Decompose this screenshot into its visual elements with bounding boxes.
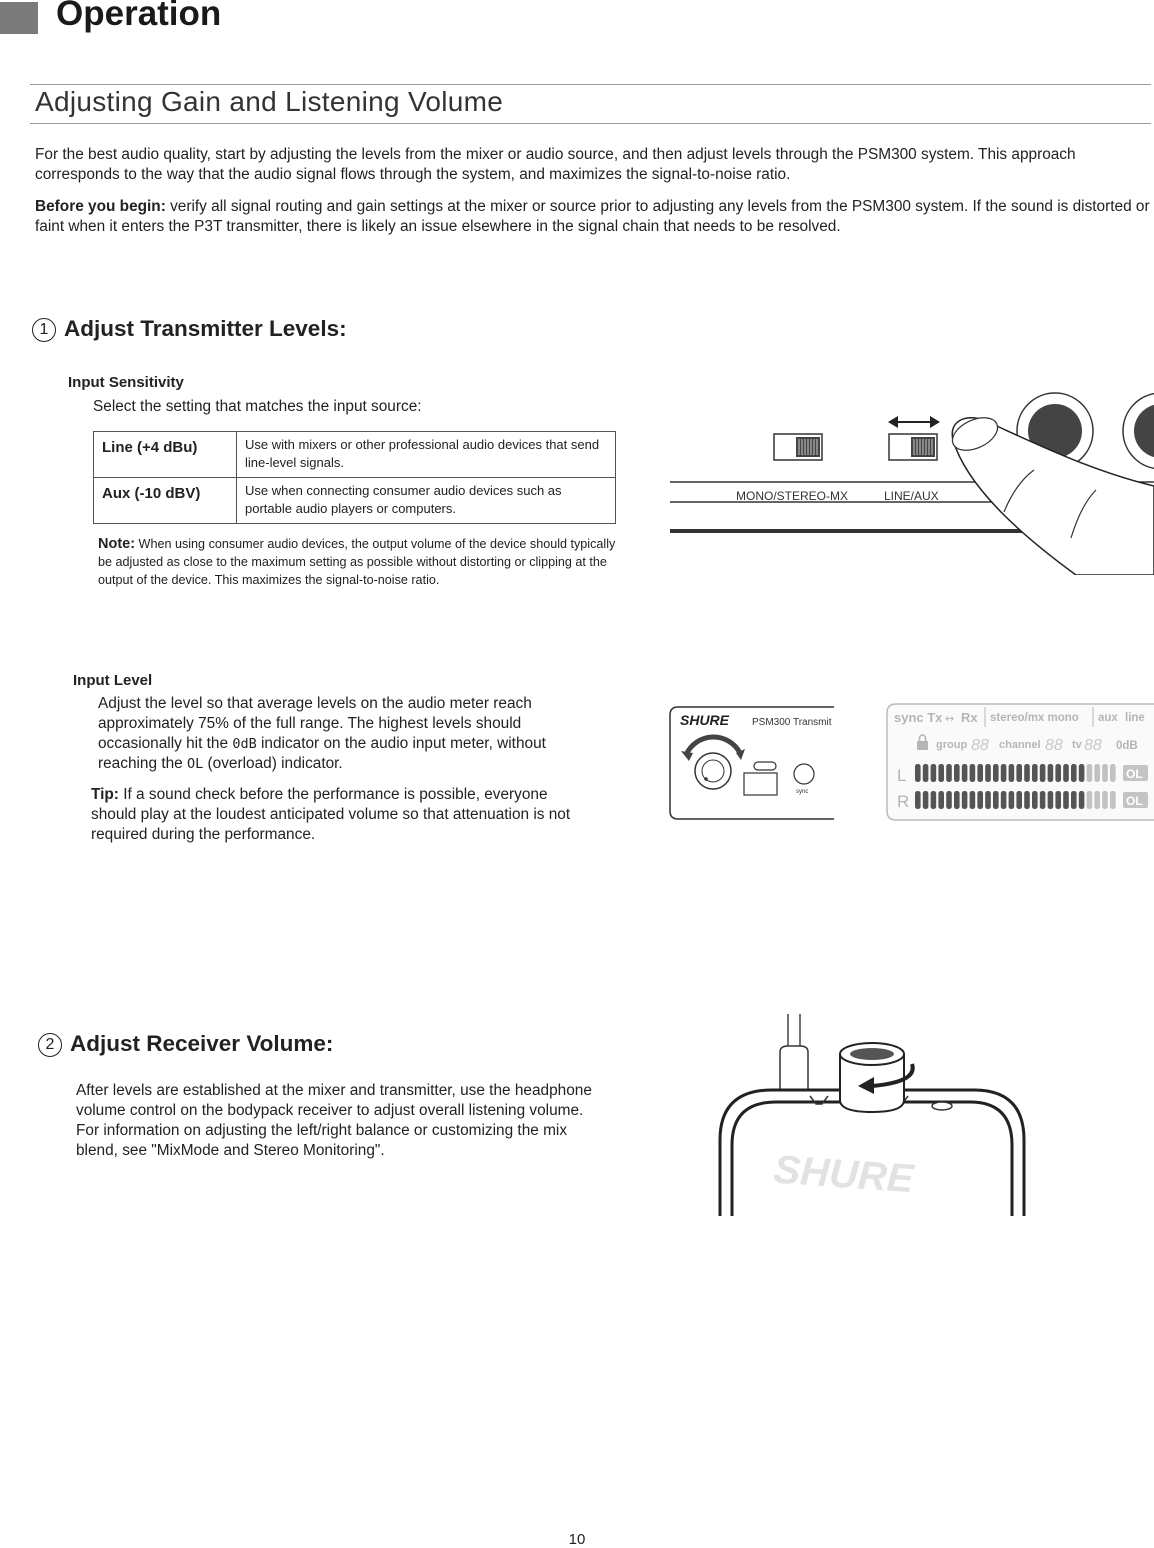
meter-segment — [1040, 791, 1046, 809]
transmitter-front-panel — [668, 703, 836, 823]
before-you-begin-paragraph — [35, 197, 1153, 237]
meter-segment — [1063, 791, 1069, 809]
sync-label: sync — [796, 789, 809, 795]
lcd-sync-tx: sync Tx — [894, 710, 943, 725]
mono-stereo-label: MONO/STEREO-MX — [736, 489, 849, 503]
meter-segment — [1071, 764, 1077, 782]
display-window — [744, 773, 777, 795]
sync-button — [794, 764, 814, 784]
input-level-heading: Input Level — [73, 672, 153, 689]
meter-segment — [1110, 764, 1116, 782]
step1-title: Adjust Transmitter Levels: — [64, 316, 347, 341]
meter-segment — [946, 764, 952, 782]
meter-segment — [931, 791, 937, 809]
meter-segment — [938, 764, 944, 782]
meter-segment — [993, 764, 999, 782]
meter-segment — [946, 791, 952, 809]
setting-cell: Aux (-10 dBV) — [94, 478, 237, 524]
intro-paragraph: For the best audio quality, start by adjusting the levels from the mixer or audio source, and then adjust levels through the PSM300 system. This approach corresponds to the way that the audio signal flows through the system, and maximizes the signal-to-noise ratio. — [35, 146, 1076, 183]
lcd-zero-db: 0dB — [1116, 740, 1138, 752]
lcd-right-channel: R — [897, 792, 910, 811]
lcd-channel: channel — [999, 739, 1041, 751]
volume-knob-icon — [840, 1043, 904, 1112]
input-sensitivity-lead: Select the setting that matches the input source: — [93, 398, 422, 415]
step2-heading — [38, 1031, 333, 1057]
tip-label: Tip: — [91, 786, 119, 803]
lcd-group-digits: 88 — [971, 737, 989, 754]
description-cell: Use with mixers or other professional audio devices that send line-level signals. — [237, 432, 616, 478]
step1-number: 1 — [32, 318, 56, 342]
before-label: Before you begin: — [35, 198, 166, 215]
ol-label-left: OL — [1126, 767, 1143, 781]
input-level-text-a: Adjust the level so that average levels on the audio meter reach approximately 75% of the full range. The highest levels should occasionally hit the — [98, 695, 532, 752]
chapter-marker — [0, 2, 38, 34]
input-switch-illustration — [668, 390, 1154, 575]
meter-segment — [1087, 764, 1093, 782]
knob-icon — [1123, 393, 1154, 469]
meter-segment — [1094, 764, 1100, 782]
shure-logo: SHURE — [680, 712, 730, 728]
step2-title: Adjust Receiver Volume: — [70, 1031, 334, 1056]
meter-segment — [923, 791, 929, 809]
sensitivity-note — [98, 535, 620, 589]
meter-segment — [1110, 791, 1116, 809]
lcd-aux: aux — [1098, 712, 1118, 724]
lcd-arrow: ↔ — [945, 712, 955, 725]
meter-segment — [1102, 791, 1108, 809]
meter-segment — [931, 764, 937, 782]
page-number: 10 — [568, 1531, 586, 1548]
section-title: Adjusting Gain and Listening Volume — [35, 86, 504, 117]
meter-segment — [923, 764, 929, 782]
meter-segment — [993, 791, 999, 809]
lcd-display — [886, 703, 1154, 823]
meter-segment — [985, 764, 991, 782]
lcd-rx: Rx — [961, 710, 978, 725]
meter-segment — [954, 791, 960, 809]
mono-stereo-switch — [774, 434, 822, 460]
meter-segment — [1016, 791, 1022, 809]
input-level-text-b: indicator on the audio input meter, without reaching the — [98, 735, 546, 772]
meter-segment — [962, 764, 968, 782]
meter-segment — [1016, 764, 1022, 782]
step2-text: After levels are established at the mixer and transmitter, use the headphone volume control on the bodypack receiver to adjust overall listening volume. For information on adjusting the left/right balance or customizing the mix blend, see "MixMode and Stereo Monitoring". — [76, 1082, 592, 1159]
meter-segment — [1048, 791, 1054, 809]
lcd-tv: tv — [1072, 739, 1082, 751]
transmitter-model-label: PSM300 Transmit — [752, 717, 832, 728]
ol-code: OL — [187, 756, 204, 772]
meter-segment — [1094, 791, 1100, 809]
antenna-icon — [780, 1014, 808, 1090]
headphone-jack — [932, 1102, 952, 1110]
lcd-group: group — [936, 739, 968, 751]
line-aux-switch — [889, 434, 937, 460]
input-level-tip — [91, 785, 591, 845]
table-row — [94, 432, 616, 478]
meter-segment — [970, 764, 976, 782]
description-cell: Use when connecting consumer audio devices such as portable audio players or computers. — [237, 478, 616, 524]
meter-segment — [1102, 764, 1108, 782]
lcd-stereo-mono: stereo/mx mono — [990, 712, 1079, 724]
meter-segment — [915, 764, 921, 782]
meter-segment — [1079, 791, 1085, 809]
meter-segment — [1001, 764, 1007, 782]
meter-segment — [1063, 764, 1069, 782]
meter-segment — [985, 791, 991, 809]
double-arrow-icon — [888, 416, 940, 428]
meter-segment — [1001, 791, 1007, 809]
lcd-line: line — [1125, 712, 1145, 724]
meter-segment — [1024, 764, 1030, 782]
meter-segment — [1055, 764, 1061, 782]
lcd-channel-digits: 88 — [1045, 737, 1063, 754]
meter-segment — [962, 791, 968, 809]
meter-segment — [970, 791, 976, 809]
meter-segment — [1009, 791, 1015, 809]
meter-segment — [1009, 764, 1015, 782]
meter-segment — [1024, 791, 1030, 809]
meter-segment — [1048, 764, 1054, 782]
table-row — [94, 478, 616, 524]
input-sensitivity-heading: Input Sensitivity — [68, 374, 184, 391]
step2-number: 2 — [38, 1033, 62, 1057]
meter-segment — [938, 791, 944, 809]
note-text: When using consumer audio devices, the output volume of the device should typically be adjusted as close to the maximum setting as possible without distorting or clipping at the output of the device. This maximizes the signal-to-noise ratio. — [98, 537, 616, 587]
chapter-title: Operation — [56, 0, 222, 33]
input-level-text — [98, 694, 578, 774]
meter-segment — [1032, 791, 1038, 809]
meter-segment — [977, 764, 983, 782]
meter-segment — [1040, 764, 1046, 782]
zero-db-code: 0dB — [232, 736, 257, 752]
meter-segment — [1087, 791, 1093, 809]
receiver-shure-logo: SHURE — [772, 1147, 916, 1202]
meter-segment — [915, 791, 921, 809]
lcd-left-channel: L — [897, 766, 907, 785]
led-indicator — [754, 762, 776, 770]
note-label: Note: — [98, 536, 136, 552]
setting-cell: Line (+4 dBu) — [94, 432, 237, 478]
tip-text: If a sound check before the performance is possible, everyone should play at the loudest anticipated volume so that attenuation is not required during the performance. — [91, 786, 571, 843]
meter-segment — [977, 791, 983, 809]
meter-segment — [1032, 764, 1038, 782]
meter-segment — [954, 764, 960, 782]
line-aux-label: LINE/AUX — [884, 489, 939, 503]
sensitivity-table — [93, 431, 616, 524]
before-text: verify all signal routing and gain settings at the mixer or source prior to adjusting any levels from the PSM300 system. If the sound is distorted or faint when it enters the P3T transmitter, there is likely an issue elsewhere in the signal chain that needs to be resolved. — [35, 198, 1150, 235]
meter-segment — [1055, 791, 1061, 809]
section-rule-bottom — [30, 123, 1151, 124]
lcd-tv-digits: 88 — [1084, 737, 1102, 754]
meter-segment — [1071, 791, 1077, 809]
bodypack-receiver-illustration — [712, 1010, 1032, 1220]
meter-segment — [1079, 764, 1085, 782]
section-rule-top — [30, 84, 1151, 85]
ol-label-right: OL — [1126, 794, 1143, 808]
step1-heading — [32, 316, 347, 342]
input-level-text-c: (overload) indicator. — [203, 755, 343, 772]
